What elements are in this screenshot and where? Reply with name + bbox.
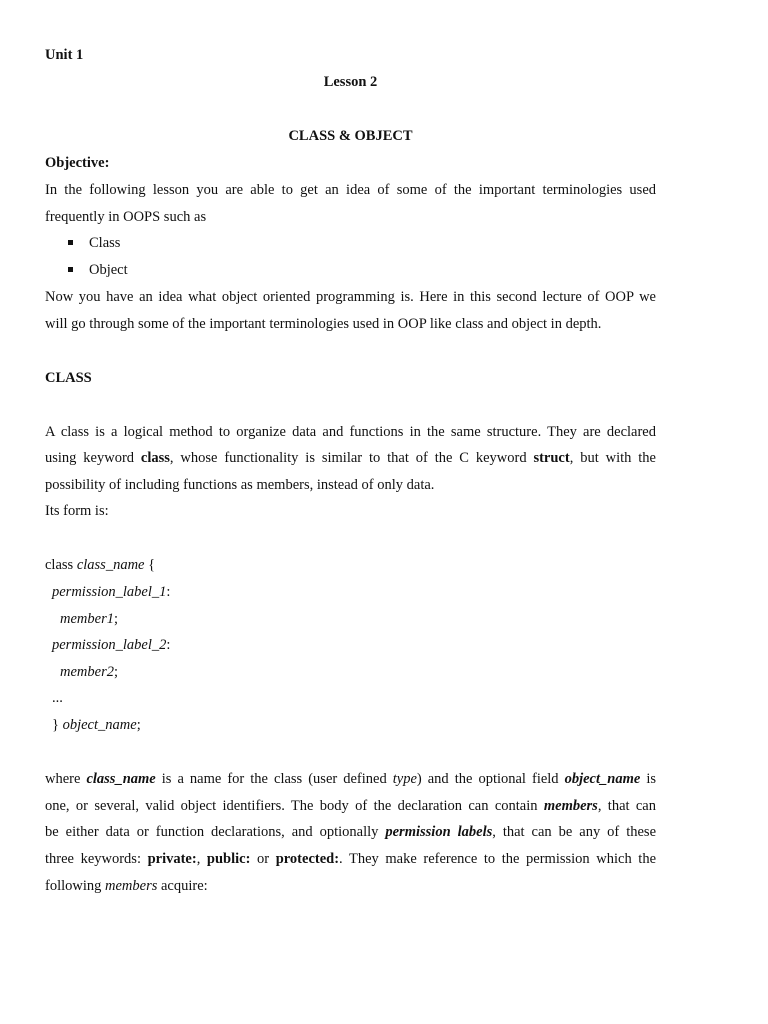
text-run: class_name (86, 771, 156, 787)
page-title: CLASS & OBJECT (288, 128, 413, 144)
code-line-5 (60, 663, 118, 681)
text-run: member1 (60, 611, 114, 627)
bullet-marker (68, 267, 73, 272)
para2-line-3 (45, 823, 656, 841)
objective-heading: Objective: (45, 155, 110, 171)
text-run: { (144, 557, 156, 573)
text-run: acquire: (157, 878, 208, 894)
bullet-item-object (68, 261, 128, 279)
code-line-6: ... (52, 690, 63, 706)
text-run: } (52, 717, 63, 733)
text-run: where (45, 771, 87, 787)
text-run: class (45, 557, 77, 573)
text-run: , (196, 851, 207, 867)
text-run: object_name (62, 717, 137, 733)
unit-label: Unit 1 (45, 47, 84, 63)
intro-line-1: Now you have an idea what object oriented programming is. Here in this second lecture of OOP we (45, 289, 656, 305)
text-run: , that can be any of these (492, 824, 657, 840)
objective-line-1: In the following lesson you are able to get an idea of some of the important terminologies used (45, 182, 656, 198)
text-run: : (166, 584, 171, 600)
text-run: permission_label_1 (52, 584, 167, 600)
bullet-marker (68, 240, 73, 245)
text-run: following (45, 878, 106, 894)
para2-line-4 (45, 850, 656, 868)
para1-line-1: A class is a logical method to organize data and functions in the same structure. They are declared (45, 424, 656, 440)
text-run: type (392, 771, 417, 787)
code-line-1 (45, 556, 155, 574)
text-run: object_name (564, 771, 641, 787)
text-run: members (105, 878, 158, 894)
bullet-item-class (68, 234, 120, 252)
text-run: is (640, 771, 657, 787)
text-run: public: (206, 851, 251, 867)
text-run: protected: (275, 851, 340, 867)
keyword-class: class (140, 450, 170, 466)
code-line-4 (52, 636, 170, 654)
para2-line-1 (45, 770, 656, 788)
para1-line-3: possibility of including functions as members, instead of only data. (45, 477, 435, 493)
text-run: , but with the (569, 450, 656, 466)
text-run: using keyword (45, 450, 141, 466)
para1-line-4: Its form is: (45, 503, 109, 519)
text-run: , whose functionality is similar to that of the C keyword (169, 450, 534, 466)
text-run: ) and the optional field (416, 771, 565, 787)
text-run: three keywords: (45, 851, 148, 867)
code-line-2 (52, 583, 170, 601)
text-run: private: (147, 851, 197, 867)
text-run: class_name (76, 557, 145, 573)
text-run: permission labels (385, 824, 493, 840)
text-run: ; (113, 664, 118, 680)
keyword-struct: struct (533, 450, 570, 466)
text-run: ; (113, 611, 118, 627)
text-run: . They make reference to the permission which the (339, 851, 656, 867)
code-line-7 (52, 716, 141, 734)
objective-line-2: frequently in OOPS such as (45, 209, 207, 225)
text-run: permission_label_2 (52, 637, 167, 653)
lesson-label: Lesson 2 (323, 74, 378, 90)
text-run: member2 (60, 664, 114, 680)
text-run: : (166, 637, 171, 653)
para2-line-2 (45, 797, 656, 815)
bullet-text: Object (89, 262, 128, 278)
text-run: is a name for the class (user defined (155, 771, 393, 787)
text-run: , that can (597, 798, 656, 814)
text-run: one, or several, valid object identifiers. The body of the declaration can contain (45, 798, 544, 814)
intro-line-2: will go through some of the important terminologies used in OOP like class and object in depth. (45, 316, 602, 332)
text-run: be either data or function declarations, and optionally (45, 824, 386, 840)
para1-line-2 (45, 449, 656, 467)
para2-line-5 (45, 877, 208, 895)
text-run: ; (136, 717, 141, 733)
bullet-text: Class (89, 235, 121, 251)
text-run: or (250, 851, 276, 867)
code-line-3 (60, 610, 118, 628)
text-run: members (543, 798, 598, 814)
class-heading: CLASS (45, 370, 92, 386)
